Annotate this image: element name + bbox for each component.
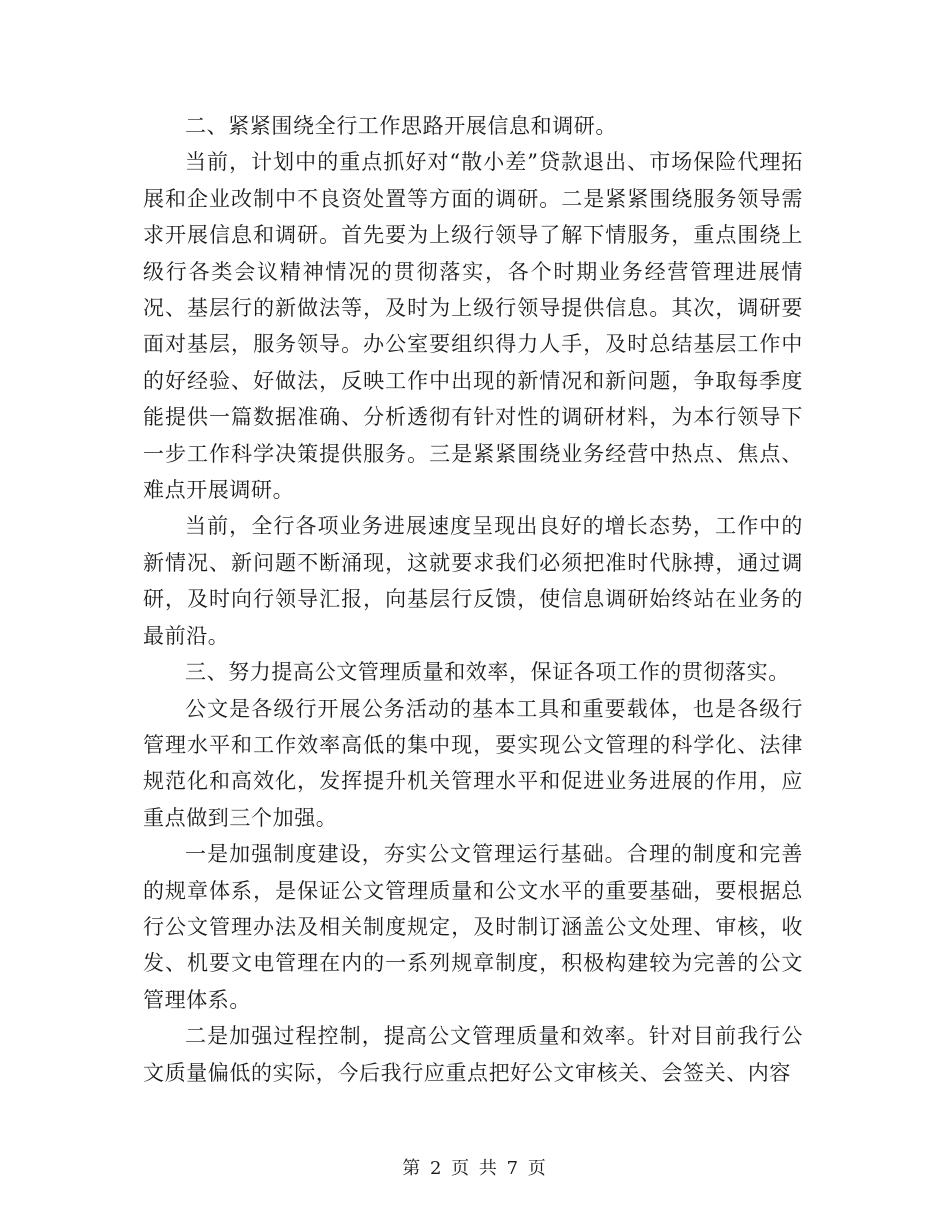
body-paragraph: 公文是各级行开展公务活动的基本工具和重要载体，也是各级行管理水平和工作效率高低的集中现，要实现公文管理的科学化、法律规范化和高效化，发挥提升机关管理水平和促进业务进展的作用，应重点做到三个加强。	[143, 696, 803, 830]
body-paragraph: 二是加强过程控制，提高公文管理质量和效率。针对目前我行公文质量偏低的实际，今后我行应重点把好公文审核关、会签关、内容	[143, 1024, 803, 1085]
section-heading-3: 三、努力提高公文管理质量和效率，保证各项工作的贯彻落实。	[185, 660, 790, 685]
page-number-footer: 第 2 页 共 7 页	[402, 1158, 548, 1179]
body-paragraph: 一是加强制度建设，夯实公文管理运行基础。合理的制度和完善的规章体系，是保证公文管理质量和公文水平的重要基础，要根据总行公文管理办法及相关制度规定，及时制订涵盖公文处理、审核，收发、机要文电管理在内的一系列规章制度，积极构建较为完善的公文管理体系。	[143, 842, 803, 1012]
section-heading-2: 二、紧紧围绕全行工作思路开展信息和调研。	[185, 114, 617, 138]
body-paragraph: 当前，全行各项业务进展速度呈现出良好的增长态势，工作中的新情况、新问题不断涌现，这就要求我们必须把准时代脉搏，通过调研，及时向行领导汇报，向基层行反馈，使信息调研始终站在业务的最前沿。	[143, 514, 803, 648]
body-paragraph: 当前，计划中的重点抓好对“散小差”贷款退出、市场保险代理拓展和企业改制中不良资处置等方面的调研。二是紧紧围绕服务领导需求开展信息和调研。首先要为上级行领导了解下情服务，重点围绕上级行各类会议精神情况的贯彻落实，各个时期业务经营管理进展情况、基层行的新做法等，及时为上级行领导提供信息。其次，调研要面对基层，服务领导。办公室要组织得力人手，及时总结基层工作中的好经验、好做法，反映工作中出现的新情况和新问题，争取每季度能提供一篇数据准确、分析透彻有针对性的调研材料，为本行领导下一步工作科学决策提供服务。三是紧紧围绕业务经营中热点、焦点、难点开展调研。	[143, 150, 803, 503]
document-body	[143, 108, 803, 1091]
